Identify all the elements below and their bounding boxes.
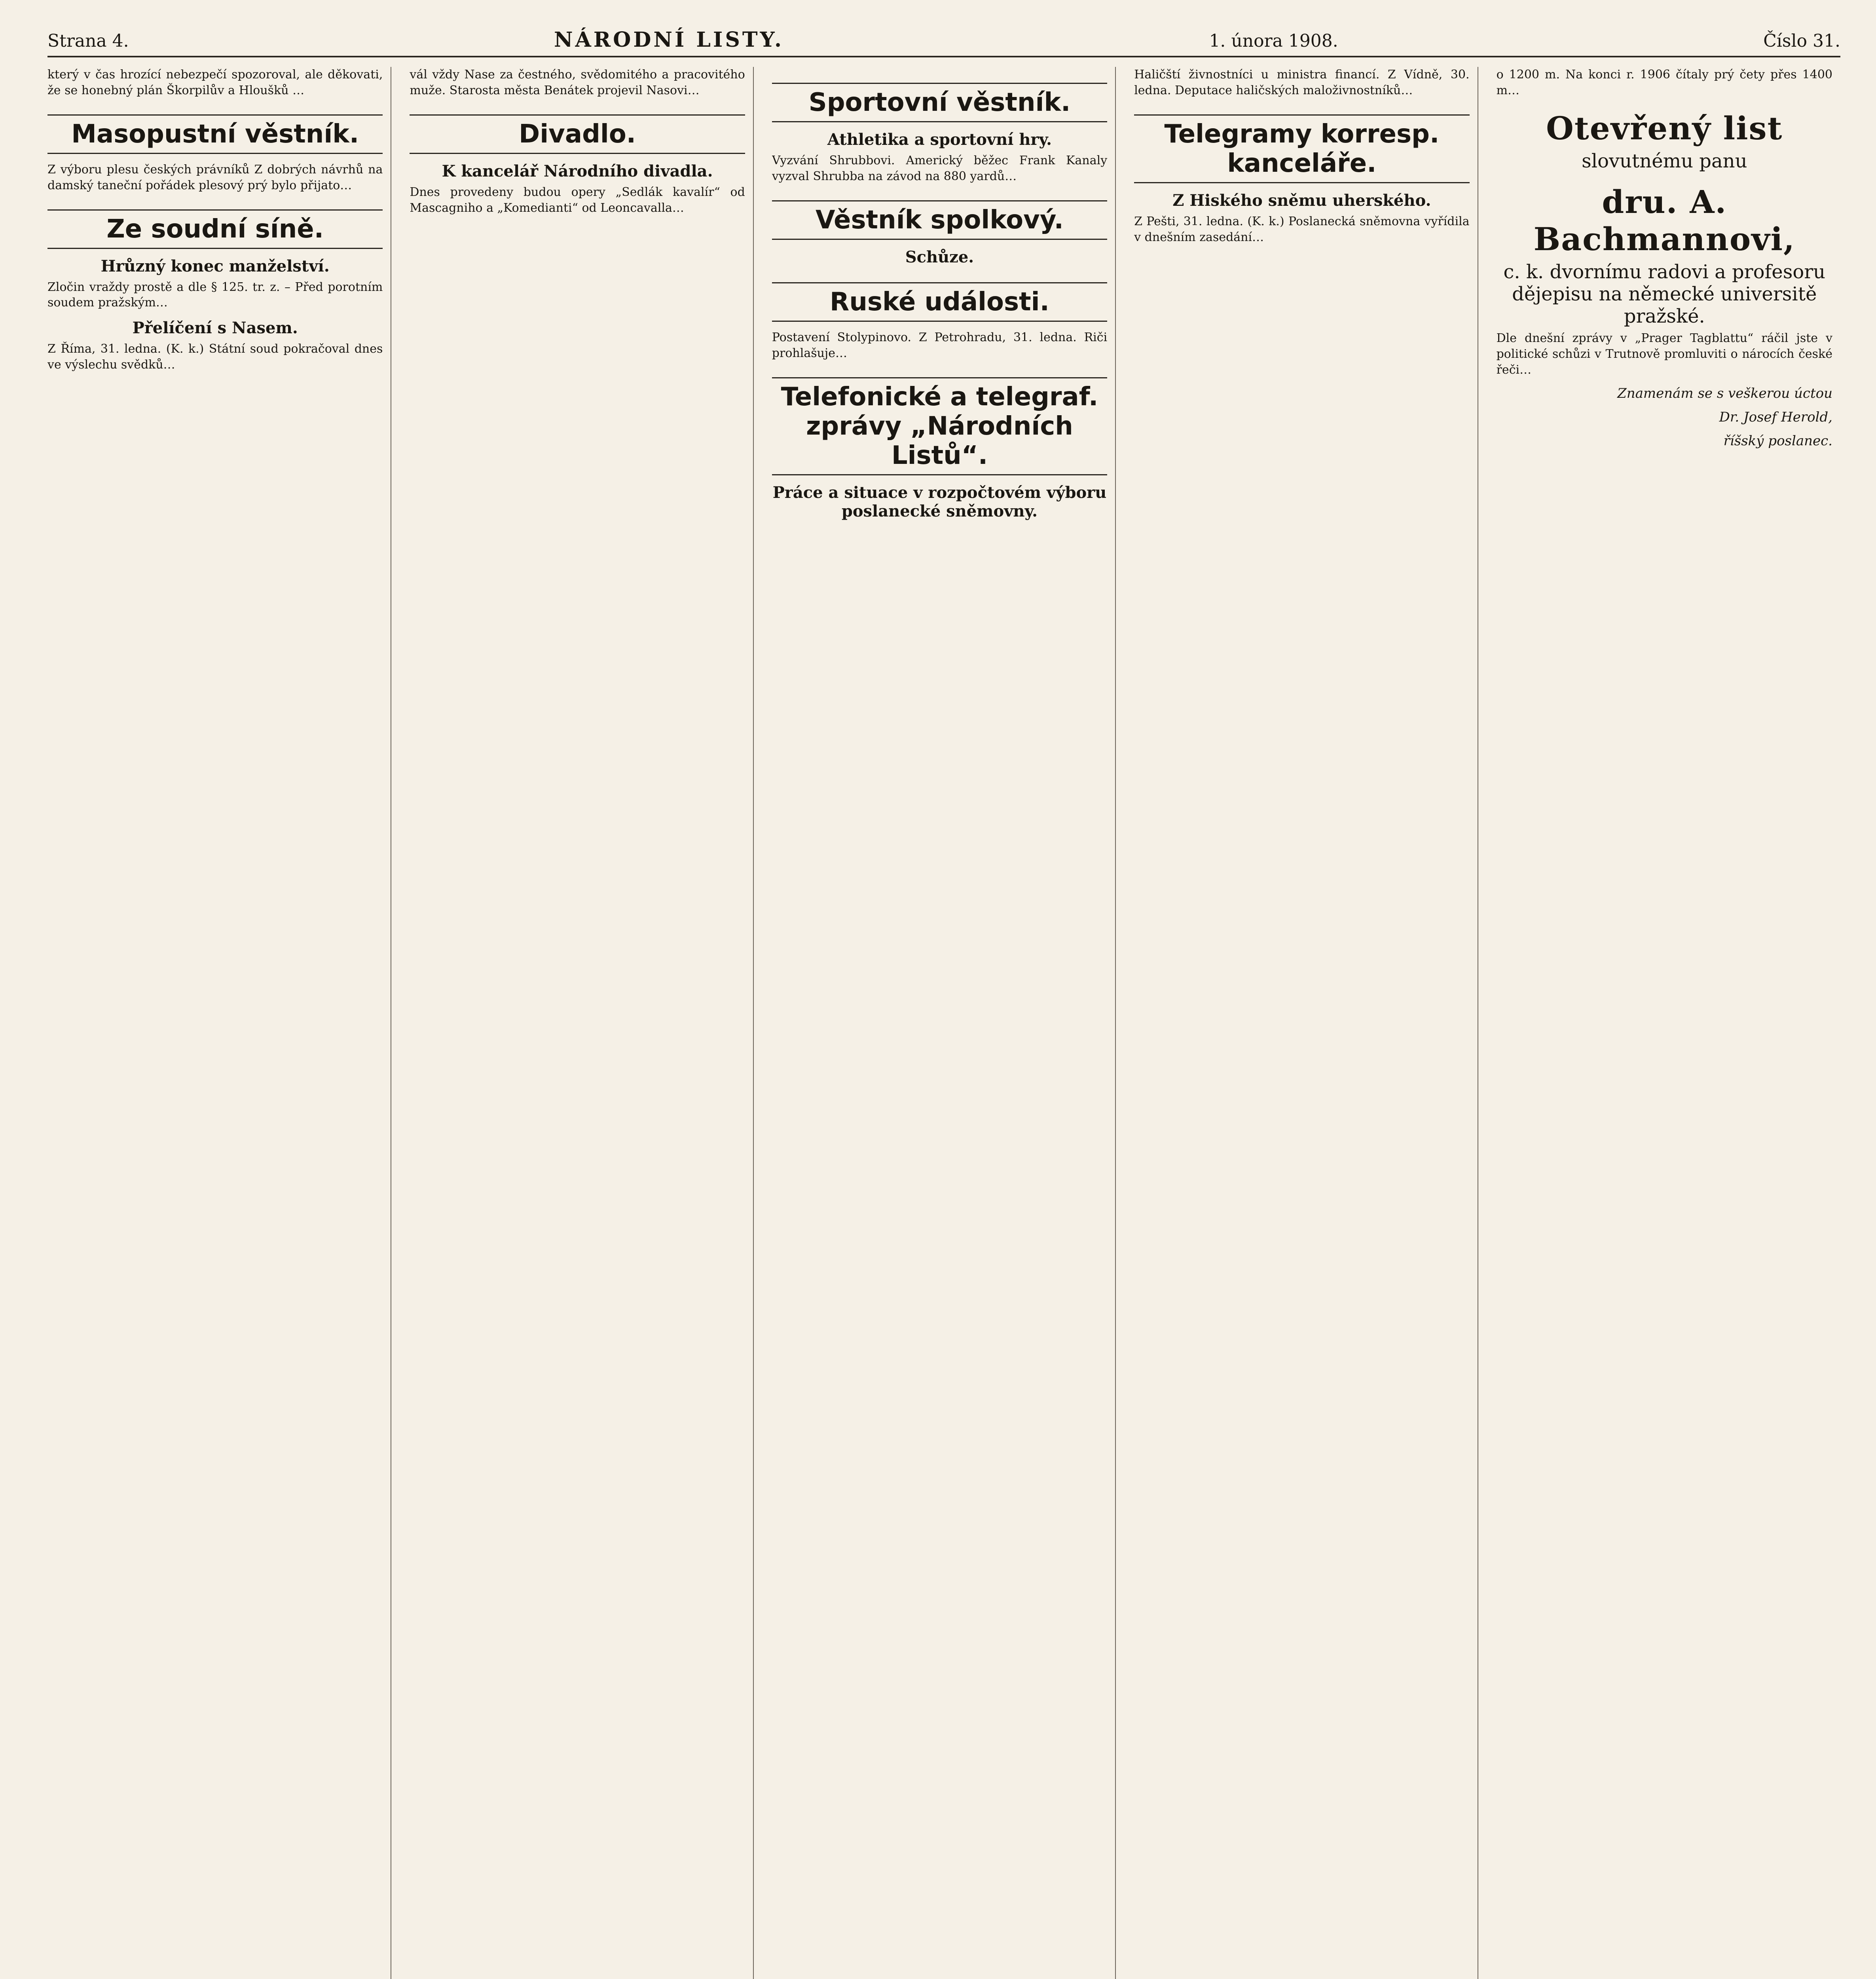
divadlo-subheading: K kancelář Národního divadla. — [442, 161, 713, 180]
kancelar-subheading: Z Hiského sněmu uherského. — [1172, 191, 1431, 210]
col4-top-text: Haličští živnostníci u ministra financí. Z Vídně, 30. ledna. Deputace haličských maloživnostníků… — [1134, 68, 1470, 97]
column-2 — [410, 67, 753, 1979]
issue-date: 1. února 1908. — [1209, 31, 1338, 51]
sport-heading: Sportovní věstník. — [772, 83, 1107, 122]
divadlo-text: Dnes provedeny budou opery „Sedlák kavalír“ od Mascagniho a „Komedianti“ od Leoncavalla… — [410, 185, 745, 215]
open-letter-heading: Otevřený list — [1546, 109, 1783, 147]
kancelar-heading: Telegramy korresp. kanceláře. — [1134, 114, 1469, 183]
masopust-text: Z výboru plesu českých právníků Z dobrých návrhů na damský taneční pořádek plesový prý bylo přijato… — [47, 162, 383, 192]
column-3 — [772, 67, 1116, 1979]
issue-number: Číslo 31. — [1763, 31, 1840, 51]
open-letter-sub1: slovutnému panu — [1582, 150, 1747, 172]
column-5 — [1497, 67, 1840, 1979]
prelicani-heading: Přelíčení s Nasem. — [132, 319, 298, 338]
sport-text: Vyzvání Shrubbovi. Americký běžec Frank Kanaly vyzval Shrubba na závod na 880 yardů… — [772, 154, 1108, 183]
open-letter-sub2: c. k. dvornímu radovi a profesoru dějepisu na německé universitě pražské. — [1503, 260, 1826, 327]
ruske-text: Postavení Stolypinovo. Z Petrohradu, 31. ledna. Riči prohlašuje… — [772, 330, 1108, 360]
page-number: Strana 4. — [47, 31, 129, 51]
prelicani-text: Z Říma, 31. ledna. (K. k.) Státní soud pokračoval dnes ve výslechu svědků… — [47, 342, 383, 372]
soud-heading: Ze soudní síně. — [47, 209, 383, 249]
soud-text: Zločin vraždy prostě a dle § 125. tr. z. – Před porotním soudem pražským… — [47, 280, 383, 310]
spolky-heading: Věstník spolkový. — [772, 200, 1107, 240]
col5-top-text: o 1200 m. Na konci r. 1906 čítaly prý čety přes 1400 m… — [1496, 68, 1832, 97]
open-letter-name: dru. A. Bachmannovi, — [1533, 183, 1795, 258]
signature-line-1: Znamenám se s veškerou úctou — [1617, 386, 1832, 402]
column-1 — [47, 67, 391, 1979]
ruske-heading: Ruské události. — [772, 282, 1107, 322]
signature-line-2: Dr. Josef Herold, — [1719, 409, 1832, 425]
soud-subheading: Hrůzný konec manželství. — [101, 256, 330, 275]
divadlo-heading: Divadlo. — [410, 114, 745, 154]
open-letter-text: Dle dnešní zprávy v „Prager Tagblattu“ ráčil jste v politické schůzi v Trutnově promluviti o nárocích české řeči… — [1496, 331, 1832, 377]
tele-subheading: Práce a situace v rozpočtovém výboru poslanecké sněmovny. — [772, 483, 1107, 520]
intro-text: který v čas hrozící nebezpečí spozoroval, ale děkovati, že se honebný plán Škorpilův a Hloušků … — [47, 68, 383, 97]
signature-line-3: říšský poslanec. — [1723, 433, 1832, 449]
spolky-subheading: Schůze. — [905, 247, 974, 266]
masthead — [47, 28, 1840, 57]
column-4 — [1134, 67, 1478, 1979]
tele-heading: Telefonické a telegraf. zprávy „Národních Listů“. — [772, 377, 1107, 475]
columns — [47, 67, 1840, 1979]
sport-subheading: Athletika a sportovní hry. — [827, 130, 1052, 149]
masopust-heading: Masopustní věstník. — [47, 114, 383, 154]
kancelar-text: Z Pešti, 31. ledna. (K. k.) Poslanecká sněmovna vyřídila v dnešním zasedání… — [1134, 214, 1470, 244]
newspaper-title: NÁRODNÍ LISTY. — [554, 28, 784, 52]
col2-top-text: vál vždy Nase za čestného, svědomitého a pracovitého muže. Starosta města Benátek projevil Nasovi… — [410, 68, 745, 97]
